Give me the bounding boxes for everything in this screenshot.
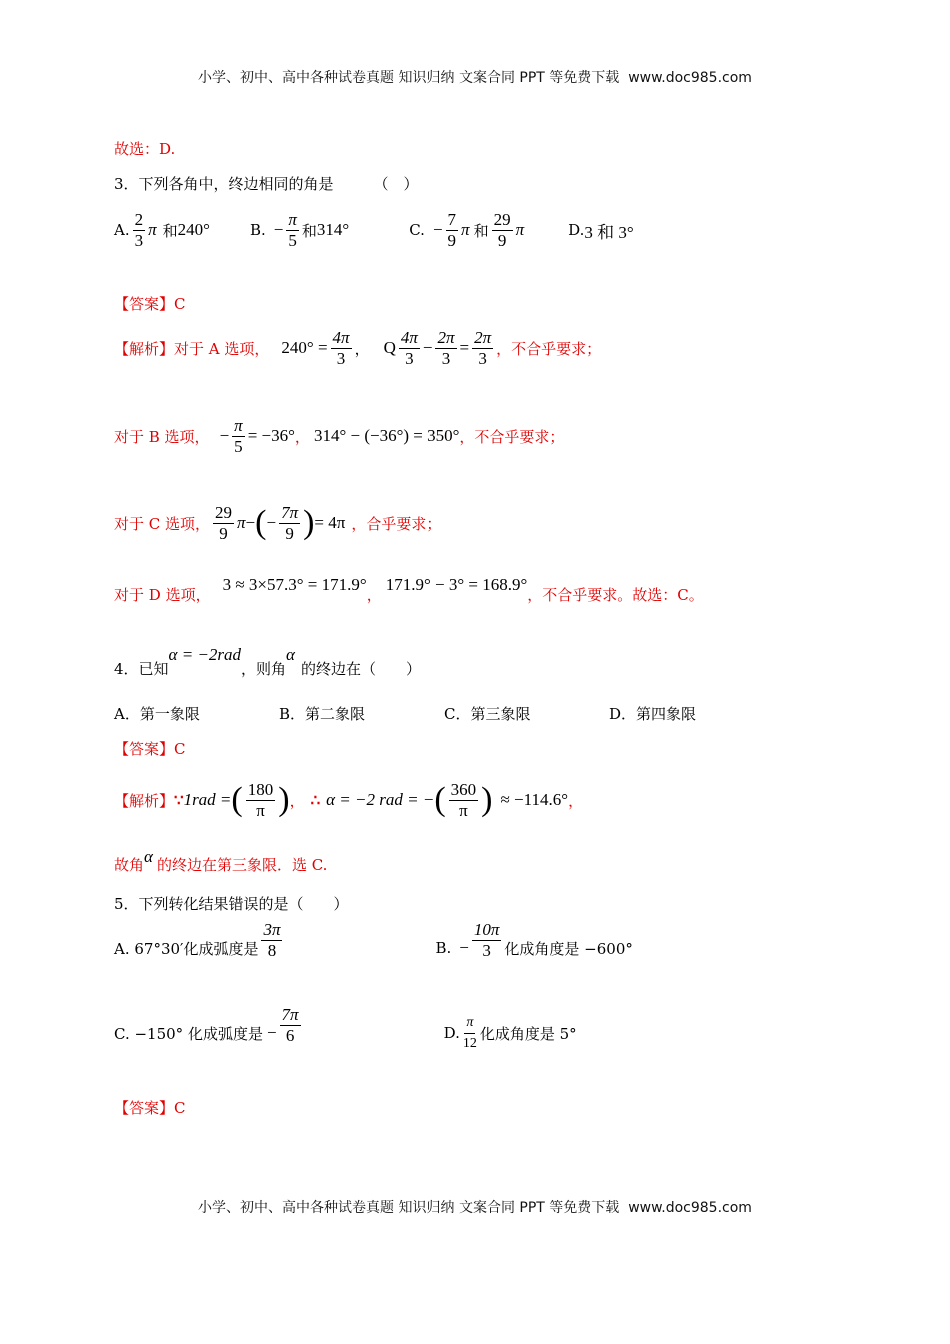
den: 6: [285, 1025, 295, 1045]
because-symbol: ∵: [174, 791, 184, 809]
q3-stem: [114, 173, 419, 194]
num: 7π: [281, 502, 299, 522]
eq: = 4π: [314, 513, 346, 532]
den: 9: [219, 523, 228, 543]
q3-options: [114, 208, 634, 252]
q3-stem-text: 3．下列各角中，终边相同的角是: [114, 175, 334, 193]
q4-stem-mid: ，则角: [241, 660, 287, 678]
pi: π: [148, 220, 157, 239]
den: 5: [234, 436, 243, 456]
and: 和: [301, 221, 317, 240]
q3-option-b-label: B.: [249, 221, 266, 239]
num: 4π: [400, 327, 418, 347]
den: π: [459, 800, 468, 820]
num: 180: [247, 779, 274, 799]
comma: ，: [568, 791, 584, 810]
den: 3: [405, 348, 414, 368]
num: 29: [215, 502, 233, 522]
fraction: [280, 1005, 301, 1046]
fraction: [286, 210, 299, 251]
q3-b-deg: 314°: [316, 220, 350, 239]
q5-option-b-label: B.: [435, 939, 452, 957]
den: 12: [462, 1035, 477, 1051]
q4-option-a: A．第一象限: [114, 705, 200, 723]
paren-open: (: [231, 781, 243, 818]
q5-stem: 5．下列转化结果错误的是（ ）: [114, 895, 349, 913]
num: 2π: [437, 327, 455, 347]
fraction: [261, 920, 282, 961]
fraction: [399, 328, 420, 369]
paren-close: ): [303, 504, 315, 541]
den: 8: [267, 940, 277, 960]
analysis-label: 【解析】: [114, 791, 175, 810]
q3-option-c-label: C.: [409, 221, 425, 239]
and: 和: [162, 221, 178, 240]
q3-answer: [114, 293, 186, 314]
comma: ，: [354, 339, 370, 358]
paren-close: ): [278, 781, 290, 818]
answer-label: 【答案】: [114, 295, 175, 313]
q3-paren: （ ）: [373, 175, 419, 193]
q5-row-2: [114, 1004, 577, 1056]
footer-site: www.doc985.com: [628, 1200, 752, 1216]
q4-stem-pre: 4．已知: [114, 660, 169, 678]
minus: −: [219, 426, 230, 445]
analysis-label: 【解析】: [114, 339, 175, 358]
q3-analysis-d: [114, 574, 704, 605]
q4-stem: [114, 643, 421, 679]
q5-option-d-label: D.: [443, 1024, 460, 1042]
page-header: [0, 67, 950, 87]
pi: π: [461, 220, 470, 239]
fraction: [279, 503, 300, 544]
fraction: [213, 503, 234, 544]
fraction: [446, 210, 459, 251]
q4-option-b: B．第二象限: [279, 705, 366, 723]
answer-value: C: [174, 294, 186, 313]
pi: π: [515, 220, 525, 239]
q5-option-b-text: 化成角度是 −600°: [504, 939, 633, 958]
num: π: [234, 415, 243, 435]
minus: −: [422, 338, 433, 357]
q3-option-a-label: A.: [114, 221, 130, 239]
num: 4π: [332, 327, 350, 347]
because-symbol: Q: [383, 338, 396, 357]
fraction: [449, 780, 479, 821]
q5-option-d-text: 化成角度是 5°: [479, 1024, 577, 1043]
answer-value: C: [174, 739, 186, 758]
equals: =: [459, 338, 470, 357]
q3-d-text: 3 和 3°: [584, 222, 634, 242]
minus: −: [245, 513, 256, 532]
alpha-eq: α = −2rad: [168, 645, 242, 664]
analysis-d-text: 对于 D 选项，: [114, 586, 211, 604]
num: 29: [493, 209, 511, 229]
footer-text: 小学、初中、高中各种试卷真题 知识归纳 文案合同 PPT 等免费下载: [198, 1200, 620, 1216]
eq1: 3 ≈ 3×57.3° = 171.9°: [222, 574, 367, 594]
answer-label: 【答案】: [114, 1099, 175, 1117]
num: π: [464, 1013, 475, 1034]
answer-label: 【答案】: [114, 740, 175, 758]
num: 10π: [473, 919, 500, 939]
q4-answer: [114, 738, 186, 759]
therefore-symbol: ∴: [310, 791, 321, 809]
fraction: [435, 328, 456, 369]
fraction: [133, 210, 146, 251]
analysis-b-text: 对于 B 选项，: [114, 427, 210, 446]
den: 3: [478, 348, 487, 368]
rad-eq: 1rad =: [183, 790, 232, 809]
den: 9: [497, 230, 507, 250]
comma: ，: [294, 427, 310, 446]
q5-option-a: A. 67°30′化成弧度是: [114, 939, 259, 958]
analysis-d-end: ，不合乎要求。故选：C。: [527, 586, 704, 604]
alpha: α: [286, 645, 295, 664]
minus: −: [459, 938, 469, 957]
den: π: [256, 800, 265, 820]
fraction: [492, 210, 513, 251]
conclusion-post: 的终边在第三象限．选 C.: [156, 856, 328, 874]
fraction: [472, 328, 493, 369]
page-footer: [0, 1197, 950, 1217]
fraction: [331, 328, 352, 369]
q3-analysis-b: [114, 414, 564, 458]
q3-analysis-a: [114, 326, 601, 370]
num: 3π: [263, 919, 281, 939]
eq2: 314° − (−36°) = 350°: [313, 426, 460, 445]
analysis-b-end: ，不合乎要求；: [459, 427, 565, 446]
header-site: www.doc985.com: [628, 70, 752, 86]
q4-analysis: [114, 774, 583, 826]
minus: −: [432, 220, 443, 239]
paren-close: ): [481, 781, 493, 818]
analysis-a-text: 对于 A 选项，: [174, 339, 270, 358]
q4-option-c: C．第三象限: [444, 705, 531, 723]
num: 2: [134, 209, 144, 229]
comma: ，: [366, 586, 382, 604]
num: 7π: [281, 1004, 299, 1024]
fraction: [246, 780, 276, 821]
q4-option-d: D．第四象限: [609, 705, 697, 723]
eq: = −36°: [247, 426, 295, 445]
answer-value: C: [174, 1098, 186, 1117]
analysis-c-end: ，合乎要求；: [351, 514, 442, 533]
alpha: α: [144, 847, 153, 866]
fraction: [232, 416, 245, 457]
q4-stem-post: 的终边在（ ）: [300, 660, 421, 678]
den: 3: [336, 348, 346, 368]
den: 9: [285, 523, 294, 543]
den: 9: [447, 230, 457, 250]
minus: −: [266, 1023, 277, 1042]
q4-options: [114, 703, 696, 724]
q5-answer: [114, 1097, 186, 1118]
den: 5: [288, 230, 297, 250]
fraction: [472, 920, 502, 961]
paren-open: (: [255, 504, 267, 541]
eq2: 171.9° − 3° = 168.9°: [385, 574, 528, 594]
den: 3: [441, 348, 451, 368]
eq: 240° =: [281, 338, 328, 357]
analysis-a-end: ，不合乎要求；: [496, 339, 602, 358]
comma: ，: [289, 791, 305, 810]
conclusion-pre: 故角: [114, 856, 145, 874]
q4-conclusion: [114, 847, 328, 875]
minus: −: [266, 513, 277, 532]
and: 和: [473, 221, 489, 240]
q3-option-d-label: D.: [568, 221, 585, 239]
minus: −: [273, 220, 284, 239]
pi: π: [237, 513, 246, 532]
num: π: [288, 209, 297, 229]
prev-answer: 故选：D.: [114, 140, 176, 158]
den: 3: [482, 940, 491, 960]
eq2: α = −2 rad = −: [326, 790, 435, 809]
num: 360: [450, 779, 477, 799]
q3-a-deg: 240°: [177, 220, 210, 239]
q5-row-1: [114, 919, 633, 971]
approx: ≈ −114.6°: [500, 790, 569, 809]
fraction: [463, 1013, 477, 1054]
q5-option-c: C. −150° 化成弧度是: [114, 1024, 263, 1043]
q3-analysis-c: [114, 498, 441, 548]
header-text: 小学、初中、高中各种试卷真题 知识归纳 文案合同 PPT 等免费下载: [198, 70, 620, 86]
analysis-c-text: 对于 C 选项，: [114, 514, 211, 533]
num: 2π: [474, 327, 492, 347]
den: 3: [134, 230, 144, 250]
num: 7: [447, 209, 457, 229]
paren-open: (: [434, 781, 446, 818]
